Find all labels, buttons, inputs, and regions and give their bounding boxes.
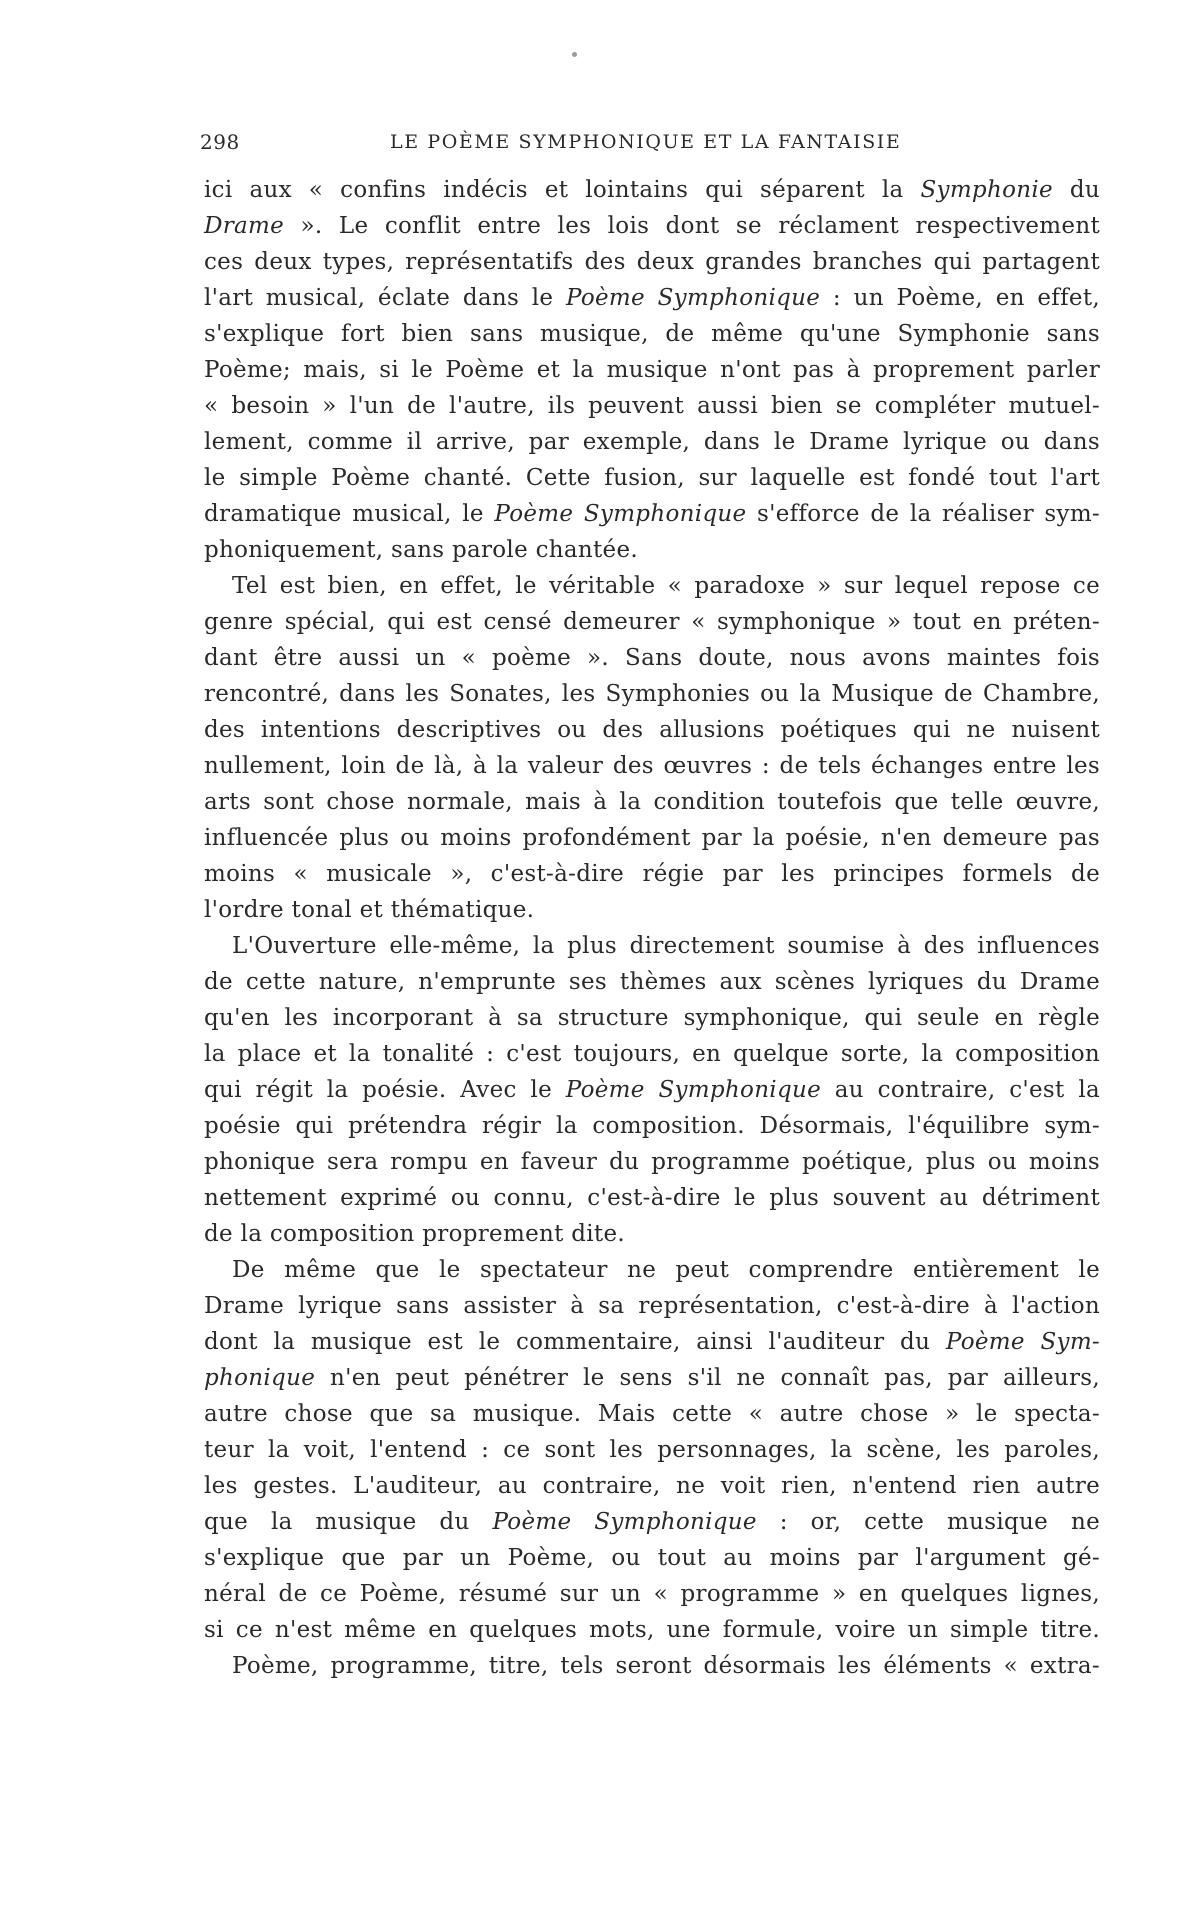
text-line — [204, 1396, 1100, 1432]
text-line — [204, 892, 1100, 928]
text-segment: que la musique du — [204, 1509, 493, 1535]
running-title: LE POÈME SYMPHONIQUE ET LA FANTAISIE — [390, 131, 902, 153]
ink-speck — [572, 52, 577, 57]
text-segment: la place et la tonalité : c'est toujours, en quelque sorte, la composition — [204, 1041, 1100, 1067]
text-line — [204, 712, 1100, 748]
text-segment: : un Poème, en effet, — [820, 285, 1100, 311]
text-line — [204, 388, 1100, 424]
text-segment: influencée plus ou moins profondément par la poésie, n'en demeure pas — [204, 825, 1100, 851]
text-segment: moins « musicale », c'est-à-dire régie par les principes formels de — [204, 861, 1100, 887]
text-segment: néral de ce Poème, résumé sur un « programme » en quelques lignes, — [204, 1581, 1100, 1607]
text-line — [204, 1468, 1100, 1504]
text-segment: qu'en les incorporant à sa structure symphonique, qui seule en règle — [204, 1005, 1100, 1031]
text-line — [204, 1648, 1100, 1684]
italic-title-text: Poème Symphonique — [565, 1077, 822, 1103]
text-segment: L'Ouverture elle-même, la plus directement soumise à des influences — [232, 933, 1100, 959]
text-line — [204, 1000, 1100, 1036]
text-segment: dramatique musical, le — [204, 501, 495, 527]
text-line — [204, 1108, 1100, 1144]
text-segment: Tel est bien, en effet, le véritable « paradoxe » sur lequel repose ce — [232, 573, 1100, 599]
text-line — [204, 568, 1100, 604]
text-line — [204, 280, 1100, 316]
text-line — [204, 496, 1100, 532]
text-segment: genre spécial, qui est censé demeurer « symphonique » tout en préten- — [204, 609, 1100, 635]
text-segment: nullement, loin de là, à la valeur des œuvres : de tels échanges entre les — [204, 753, 1100, 779]
italic-title-text: Poème Symphonique — [566, 285, 821, 311]
text-segment: arts sont chose normale, mais à la condition toutefois que telle œuvre, — [204, 789, 1100, 815]
text-segment: poésie qui prétendra régir la composition. Désormais, l'équilibre sym- — [204, 1113, 1100, 1139]
text-segment: Drame lyrique sans assister à sa représentation, c'est-à-dire à l'action — [204, 1293, 1100, 1319]
text-line — [204, 928, 1100, 964]
text-line — [204, 784, 1100, 820]
text-line — [204, 1360, 1100, 1396]
text-line — [204, 244, 1100, 280]
text-segment: s'explique fort bien sans musique, de même qu'une Symphonie sans — [204, 321, 1100, 347]
text-line — [204, 316, 1100, 352]
text-segment: dont la musique est le commentaire, ainsi l'auditeur du — [204, 1329, 946, 1355]
text-line — [204, 856, 1100, 892]
text-segment: ces deux types, représentatifs des deux grandes branches qui partagent — [204, 249, 1100, 275]
text-line — [204, 676, 1100, 712]
text-segment: ». Le conflit entre les lois dont se réclament respectivement — [284, 213, 1100, 239]
text-segment: si ce n'est même en quelques mots, une formule, voire un simple titre. — [204, 1617, 1100, 1643]
text-line — [204, 1612, 1100, 1648]
text-line — [204, 1144, 1100, 1180]
text-line — [204, 532, 1100, 568]
text-segment: autre chose que sa musique. Mais cette « autre chose » le specta- — [204, 1401, 1100, 1427]
italic-title-text: Symphonie — [920, 177, 1053, 203]
text-line — [204, 1432, 1100, 1468]
text-line — [204, 820, 1100, 856]
text-segment: dant être aussi un « poème ». Sans doute, nous avons maintes fois — [204, 645, 1100, 671]
text-segment: qui régit la poésie. Avec le — [204, 1077, 566, 1103]
italic-title-text: Poème Symphonique — [494, 501, 747, 527]
text-segment: Poème; mais, si le Poème et la musique n'ont pas à proprement parler — [204, 357, 1100, 383]
text-segment: de cette nature, n'emprunte ses thèmes aux scènes lyriques du Drame — [204, 969, 1100, 995]
text-line — [204, 748, 1100, 784]
text-line — [204, 1504, 1100, 1540]
text-segment: de la composition proprement dite. — [204, 1221, 625, 1247]
text-segment: l'art musical, éclate dans le — [204, 285, 566, 311]
text-segment: phoniquement, sans parole chantée. — [204, 537, 638, 563]
page-number: 298 — [200, 130, 240, 154]
italic-title-text: Drame — [204, 213, 285, 239]
text-segment: teur la voit, l'entend : ce sont les personnages, la scène, les paroles, — [204, 1437, 1100, 1463]
text-line — [204, 640, 1100, 676]
text-line — [204, 172, 1100, 208]
text-line — [204, 1252, 1100, 1288]
text-segment: le simple Poème chanté. Cette fusion, sur laquelle est fondé tout l'art — [204, 465, 1100, 491]
text-segment: nettement exprimé ou connu, c'est-à-dire le plus souvent au détriment — [204, 1185, 1100, 1211]
text-segment: De même que le spectateur ne peut comprendre entièrement le — [232, 1257, 1100, 1283]
text-segment: Poème, programme, titre, tels seront désormais les éléments « extra- — [232, 1653, 1100, 1679]
text-segment: s'explique que par un Poème, ou tout au moins par l'argument gé- — [204, 1545, 1100, 1571]
text-segment: les gestes. L'auditeur, au contraire, ne voit rien, n'entend rien autre — [204, 1473, 1100, 1499]
text-line — [204, 1036, 1100, 1072]
italic-title-text: Poème Symphonique — [492, 1509, 757, 1535]
text-line — [204, 424, 1100, 460]
text-line — [204, 352, 1100, 388]
italic-title-text: Poème Sym- — [945, 1329, 1100, 1355]
text-segment: rencontré, dans les Sonates, les Symphonies ou la Musique de Chambre, — [204, 681, 1100, 707]
text-segment: l'ordre tonal et thématique. — [204, 897, 535, 923]
text-line — [204, 1288, 1100, 1324]
text-line — [204, 1180, 1100, 1216]
text-segment: : or, cette musique ne — [756, 1509, 1100, 1535]
text-line — [204, 1216, 1100, 1252]
text-line — [204, 460, 1100, 496]
text-line — [204, 208, 1100, 244]
text-segment: ici aux « confins indécis et lointains qui séparent la — [204, 177, 921, 203]
text-segment: phonique sera rompu en faveur du programme poétique, plus ou moins — [204, 1149, 1100, 1175]
italic-title-text: phonique — [204, 1365, 316, 1391]
text-segment: du — [1052, 177, 1101, 203]
text-line — [204, 964, 1100, 1000]
text-line — [204, 1540, 1100, 1576]
text-line — [204, 1576, 1100, 1612]
text-segment: s'efforce de la réaliser sym- — [746, 501, 1101, 527]
text-segment: des intentions descriptives ou des allusions poétiques qui ne nuisent — [204, 717, 1100, 743]
text-segment: n'en peut pénétrer le sens s'il ne connaît pas, par ailleurs, — [315, 1365, 1100, 1391]
text-segment: « besoin » l'un de l'autre, ils peuvent aussi bien se compléter mutuel- — [204, 393, 1100, 419]
text-line — [204, 604, 1100, 640]
body-text — [204, 172, 1100, 1684]
text-segment: au contraire, c'est la — [821, 1077, 1100, 1103]
text-line — [204, 1072, 1100, 1108]
running-head — [200, 126, 908, 158]
text-segment: lement, comme il arrive, par exemple, dans le Drame lyrique ou dans — [204, 429, 1100, 455]
text-line — [204, 1324, 1100, 1360]
